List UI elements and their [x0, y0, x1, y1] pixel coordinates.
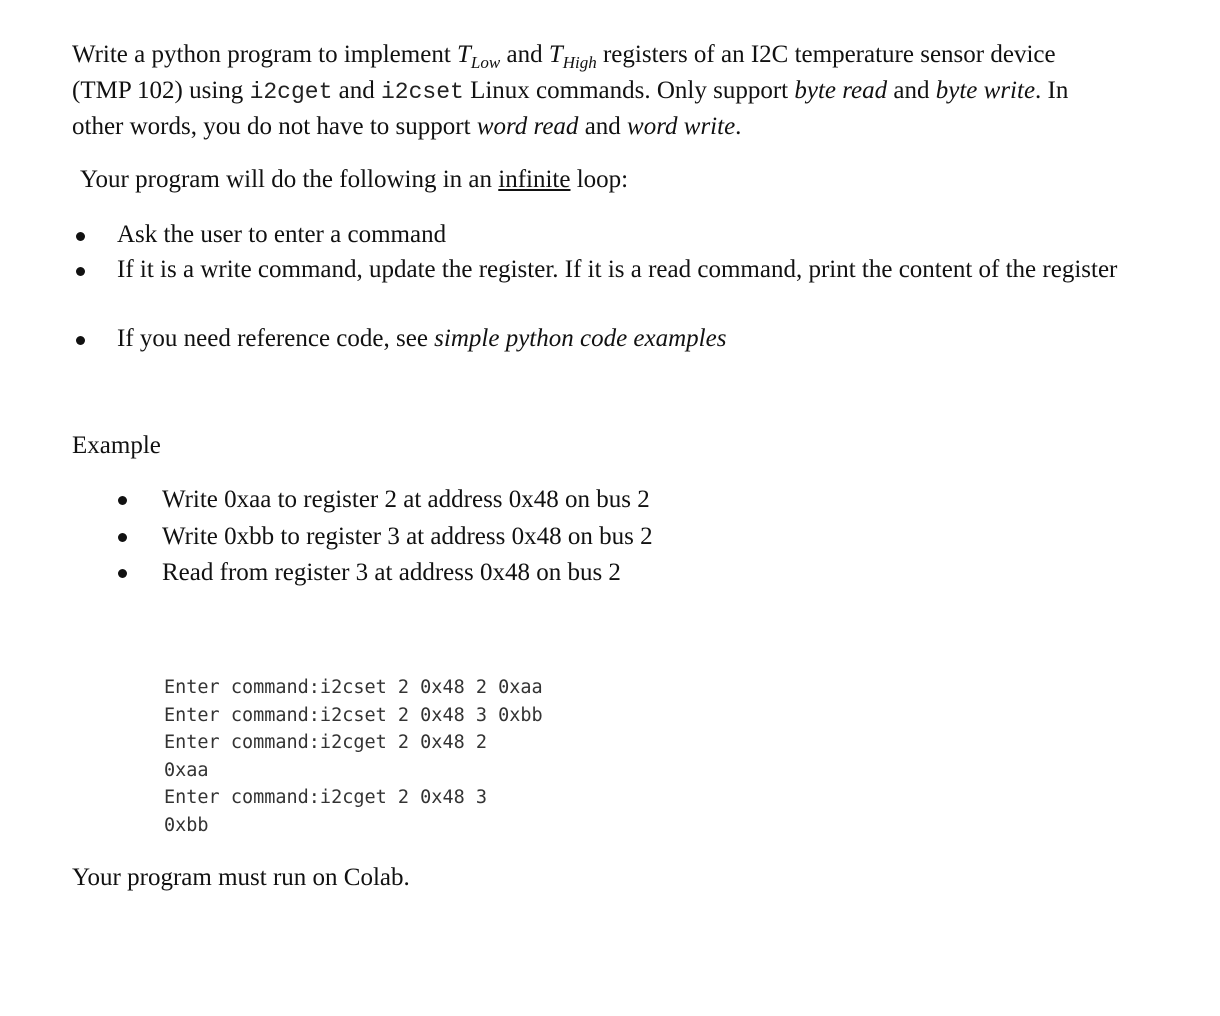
bullet-icon	[118, 533, 127, 542]
step-write-read: If it is a write command, update the register. If it is a read command, print the content of the register	[117, 256, 1118, 283]
console-line: Enter command:i2cset 2 0x48 3 0xbb	[164, 704, 543, 726]
bullet-icon	[76, 336, 85, 345]
cmd-i2cset: i2cset	[381, 79, 464, 105]
intro-line-2: (TMP 102) using i2cget and i2cset Linux commands. Only support byte read and byte write. In	[72, 77, 1069, 105]
intro-paragraph	[72, 37, 1068, 145]
console-line: Enter command:i2cget 2 0x48 2	[164, 732, 488, 753]
example-item: Write 0xaa to register 2 at address 0x48 on bus 2	[162, 486, 650, 513]
step-reference: If you need reference code, see simple python code examples	[117, 325, 727, 352]
console-line: 0xbb	[164, 814, 209, 836]
step-ask-command: Ask the user to enter a command	[117, 221, 447, 248]
bullet-icon	[118, 496, 127, 505]
console-output	[164, 674, 543, 839]
bullet-icon	[118, 569, 127, 578]
console-line: Enter command:i2cset 2 0x48 2 0xaa	[164, 677, 543, 698]
reference-link-text: simple python code examples	[434, 325, 727, 352]
console-line: 0xaa	[164, 759, 209, 781]
example-item: Write 0xbb to register 3 at address 0x48 on bus 2	[162, 523, 653, 550]
cmd-i2cget: i2cget	[249, 79, 333, 105]
example-item: Read from register 3 at address 0x48 on bus 2	[162, 559, 621, 586]
t-low: $T_{Low}$	[457, 41, 501, 72]
t-high: $T_{High}$	[548, 41, 597, 72]
footer-note: Your program must run on Colab.	[72, 864, 410, 891]
intro-line-1: Write a python program to implement $T_{Low}$ and $T_{High}$ registers of an I2C temperature sensor device	[72, 41, 1056, 72]
intro-line-3: other words, you do not have to support word read and word write.	[72, 113, 742, 140]
bullet-icon	[76, 232, 85, 241]
bullet-icon	[76, 267, 85, 276]
loop-heading: Your program will do the following in an infinite loop:	[80, 166, 629, 193]
example-heading: Example	[72, 432, 161, 459]
console-line: Enter command:i2cget 2 0x48 3	[164, 787, 488, 808]
